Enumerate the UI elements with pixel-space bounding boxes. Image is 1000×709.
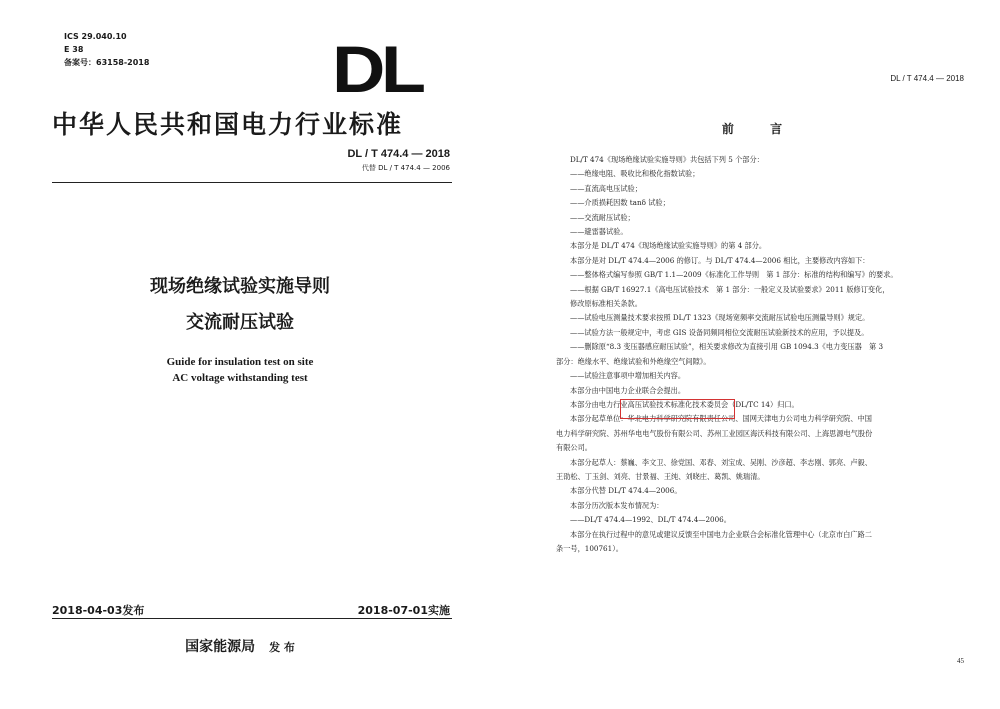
publisher-name: 国家能源局 [185, 639, 256, 655]
implement-date: 2018-07-01实施 [357, 604, 450, 617]
bottom-divider [52, 618, 452, 619]
top-divider [52, 182, 452, 183]
publisher [0, 636, 480, 656]
foreword-title: 前 言 [721, 122, 799, 136]
foreword-line: 本部分起草人：蔡巍、李文卫、徐党国、邓春、刘宝成、吴刚、沙彦超、李志刚、郭亮、卢毅、 [570, 457, 872, 467]
foreword-line: ——交流耐压试验； [570, 212, 635, 222]
standard-code: DL / T 474.4 — 2018 [347, 148, 450, 160]
foreword-line: 本部分由电力行业高压试验技术标准化技术委员会（DL/TC 14）归口。 [570, 399, 799, 409]
foreword-line: ——DL/T 474.4—1992、DL/T 474.4—2006。 [570, 515, 731, 525]
foreword-line: 本部分历次版本发布情况为： [570, 500, 664, 510]
foreword-line: ——避雷器试验。 [570, 227, 628, 237]
foreword-line: 本部分在执行过程中的意见或建议反馈至中国电力企业联合会标准化管理中心（北京市白广路二 [570, 529, 872, 539]
foreword-line: ——整体格式编写参照 GB/T 1.1—2009《标准化工作导则 第 1 部分：标准的结构和编写》的要求。 [570, 270, 898, 280]
foreword-line: 部分：绝缘水平、绝缘试验和外绝缘空气间隙》。 [556, 356, 711, 366]
standard-category: 中华人民共和国电力行业标准 [52, 110, 404, 139]
foreword-body [556, 153, 966, 556]
ics-code: ICS 29.040.10 [64, 32, 127, 41]
foreword-line: 电力科学研究院、苏州华电电气股份有限公司、苏州工业园区海沃科技有限公司、上海思源电气股份 [556, 428, 873, 438]
title-en-line2: AC voltage withstanding test [172, 372, 308, 384]
page-header-code: DL / T 474.4 — 2018 [890, 74, 964, 83]
foreword-line: 本部分是 DL/T 474《现场绝缘试验实施导则》的第 4 部分。 [570, 241, 767, 251]
foreword-line: 本部分起草单位：华北电力科学研究院有限责任公司、国网天津电力公司电力科学研究院、中国 [570, 414, 872, 424]
foreword-line: 条一号，100761）。 [556, 543, 623, 553]
foreword-line: 本部分代替 DL/T 474.4—2006。 [570, 486, 682, 496]
publish-word: 发 布 [269, 641, 295, 654]
foreword-line: ——根据 GB/T 16927.1《高电压试验技术 第 1 部分：一般定义及试验要求》2011 版修订变化， [570, 284, 890, 294]
title-en-line1: Guide for insulation test on site [166, 356, 314, 368]
foreword-line: ——试验注意事项中增加相关内容。 [570, 371, 686, 381]
foreword-line: ——试验电压测量技术要求按照 DL/T 1323《现场宽频率交流耐压试验电压测量导则》规定。 [570, 313, 870, 323]
highlight-box [620, 399, 735, 419]
issue-date: 2018-04-03发布 [52, 604, 145, 617]
foreword-line: ——介质损耗因数 tanδ 试验； [570, 198, 670, 208]
page-number: 45 [957, 657, 964, 665]
foreword-page [520, 0, 1000, 709]
cover-page [0, 0, 480, 709]
foreword-line: ——删除原“8.3 变压器感应耐压试验”，相关要求修改为直接引用 GB 1094.3《电力变压器 第 3 [570, 342, 884, 352]
foreword-line: 本部分是对 DL/T 474.4—2006 的修订。与 DL/T 474.4—2006 相比，主要修改内容如下： [570, 255, 870, 265]
foreword-line: 王劭松、丁玉剑、刘亮、甘景福、王纯、刘晓庄、葛凯、姚瑞清。 [556, 471, 765, 481]
class-code: E 38 [64, 45, 84, 54]
foreword-line: ——直流高电压试验； [570, 183, 642, 193]
replaces-note: 代替 DL / T 474.4 — 2006 [361, 164, 450, 172]
foreword-line: 有限公司。 [556, 443, 592, 453]
foreword-line: ——试验方法一般规定中，考虑 GIS 设备同频同相位交流耐压试验新技术的应用，予以提及。 [570, 327, 869, 337]
foreword-line: ——绝缘电阻、吸收比和极化指数试验； [570, 169, 700, 179]
foreword-line: 修改原标准相关条款。 [570, 299, 642, 309]
title-cn-line1: 现场绝缘试验实施导则 [150, 276, 330, 297]
title-cn-line2: 交流耐压试验 [186, 312, 294, 333]
foreword-line: 本部分由中国电力企业联合会提出。 [570, 385, 686, 395]
dl-logo: DL [332, 32, 422, 106]
cover-meta [64, 30, 149, 69]
foreword-line: DL/T 474《现场绝缘试验实施导则》共包括下列 5 个部分： [570, 155, 764, 164]
filing-number: 备案号：63158-2018 [64, 58, 150, 67]
